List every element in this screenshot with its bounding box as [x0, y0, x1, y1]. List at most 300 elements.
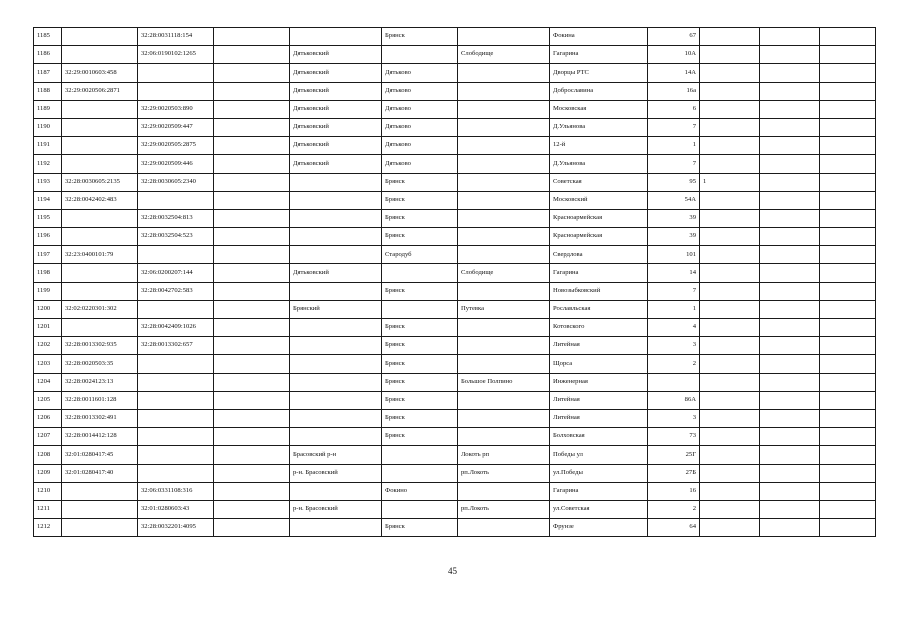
- house-number-cell: 39: [648, 209, 700, 227]
- row-number-cell: 1189: [34, 100, 62, 118]
- blank-cell: [214, 100, 290, 118]
- table-row: [34, 282, 876, 300]
- district-cell: Дятьковский: [290, 82, 382, 100]
- blank-cell: [214, 282, 290, 300]
- city-cell: Брянск: [382, 337, 458, 355]
- blank-cell: [214, 46, 290, 64]
- extra-cell-2: [820, 391, 876, 409]
- building-number-cell: [700, 282, 760, 300]
- extra-cell-2: [820, 482, 876, 500]
- district-cell: Дятьковский: [290, 46, 382, 64]
- district-cell: [290, 373, 382, 391]
- cadastral-number-cell: [62, 482, 138, 500]
- district-cell: Дятьковский: [290, 137, 382, 155]
- extra-cell-2: [820, 500, 876, 518]
- building-cadastral-cell: [138, 82, 214, 100]
- building-cadastral-cell: [138, 300, 214, 318]
- extra-cell-1: [760, 464, 820, 482]
- extra-cell-1: [760, 228, 820, 246]
- table-row: [34, 246, 876, 264]
- row-number-cell: 1196: [34, 228, 62, 246]
- city-cell: Брянск: [382, 391, 458, 409]
- district-cell: [290, 228, 382, 246]
- cadastral-number-cell: 32:02:0220301:302: [62, 300, 138, 318]
- blank-cell: [214, 64, 290, 82]
- row-number-cell: 1206: [34, 409, 62, 427]
- street-cell: ул.Советская: [550, 500, 648, 518]
- settlement-cell: Большое Полпино: [458, 373, 550, 391]
- house-number-cell: 95: [648, 173, 700, 191]
- table-row: [34, 28, 876, 46]
- row-number-cell: 1190: [34, 118, 62, 136]
- building-cadastral-cell: [138, 464, 214, 482]
- row-number-cell: 1201: [34, 319, 62, 337]
- house-number-cell: 39: [648, 228, 700, 246]
- extra-cell-1: [760, 355, 820, 373]
- district-cell: Дятьковский: [290, 264, 382, 282]
- city-cell: Брянск: [382, 209, 458, 227]
- settlement-cell: [458, 228, 550, 246]
- city-cell: [382, 500, 458, 518]
- row-number-cell: 1204: [34, 373, 62, 391]
- street-cell: Литейная: [550, 337, 648, 355]
- city-cell: Брянск: [382, 228, 458, 246]
- street-cell: Д.Ульянова: [550, 155, 648, 173]
- district-cell: [290, 391, 382, 409]
- city-cell: Фокино: [382, 482, 458, 500]
- table-row: [34, 173, 876, 191]
- building-number-cell: [700, 28, 760, 46]
- house-number-cell: 6: [648, 100, 700, 118]
- table-row: [34, 500, 876, 518]
- building-number-cell: [700, 64, 760, 82]
- extra-cell-2: [820, 246, 876, 264]
- cadastral-number-cell: [62, 319, 138, 337]
- building-number-cell: [700, 246, 760, 264]
- street-cell: Инженерная: [550, 373, 648, 391]
- building-cadastral-cell: [138, 391, 214, 409]
- building-number-cell: [700, 355, 760, 373]
- city-cell: Дятьково: [382, 64, 458, 82]
- settlement-cell: [458, 246, 550, 264]
- house-number-cell: 2: [648, 500, 700, 518]
- blank-cell: [214, 319, 290, 337]
- extra-cell-2: [820, 300, 876, 318]
- blank-cell: [214, 209, 290, 227]
- property-register-table: [33, 27, 876, 537]
- cadastral-number-cell: 32:28:0013302:935: [62, 337, 138, 355]
- building-cadastral-cell: 32:28:0042702:583: [138, 282, 214, 300]
- table-row: [34, 100, 876, 118]
- extra-cell-1: [760, 82, 820, 100]
- extra-cell-2: [820, 28, 876, 46]
- table-row: [34, 300, 876, 318]
- blank-cell: [214, 264, 290, 282]
- building-cadastral-cell: 32:01:0280603:43: [138, 500, 214, 518]
- extra-cell-2: [820, 264, 876, 282]
- cadastral-number-cell: 32:28:0042402:483: [62, 191, 138, 209]
- building-cadastral-cell: 32:28:0032201:4095: [138, 519, 214, 537]
- extra-cell-2: [820, 519, 876, 537]
- table-row: [34, 228, 876, 246]
- building-number-cell: [700, 209, 760, 227]
- house-number-cell: [648, 373, 700, 391]
- house-number-cell: 27Б: [648, 464, 700, 482]
- district-cell: Брянский: [290, 300, 382, 318]
- cadastral-number-cell: [62, 118, 138, 136]
- street-cell: Доброславина: [550, 82, 648, 100]
- extra-cell-1: [760, 319, 820, 337]
- building-cadastral-cell: 32:28:0032504:523: [138, 228, 214, 246]
- extra-cell-1: [760, 173, 820, 191]
- house-number-cell: 2: [648, 355, 700, 373]
- row-number-cell: 1202: [34, 337, 62, 355]
- blank-cell: [214, 28, 290, 46]
- blank-cell: [214, 228, 290, 246]
- house-number-cell: 7: [648, 282, 700, 300]
- extra-cell-2: [820, 118, 876, 136]
- cadastral-number-cell: [62, 100, 138, 118]
- street-cell: ул.Победы: [550, 464, 648, 482]
- building-number-cell: [700, 519, 760, 537]
- building-cadastral-cell: [138, 246, 214, 264]
- table-row: [34, 155, 876, 173]
- cadastral-number-cell: [62, 500, 138, 518]
- cadastral-number-cell: 32:01:0280417:45: [62, 446, 138, 464]
- house-number-cell: 1: [648, 300, 700, 318]
- table-row: [34, 409, 876, 427]
- settlement-cell: [458, 137, 550, 155]
- table-row: [34, 482, 876, 500]
- street-cell: Гагарина: [550, 46, 648, 64]
- table-row: [34, 209, 876, 227]
- extra-cell-2: [820, 337, 876, 355]
- building-cadastral-cell: 32:06:0190102:1265: [138, 46, 214, 64]
- settlement-cell: Локоть рп: [458, 446, 550, 464]
- cadastral-number-cell: 32:28:0020503:35: [62, 355, 138, 373]
- settlement-cell: [458, 482, 550, 500]
- settlement-cell: [458, 100, 550, 118]
- building-number-cell: [700, 319, 760, 337]
- settlement-cell: [458, 428, 550, 446]
- district-cell: [290, 428, 382, 446]
- extra-cell-1: [760, 482, 820, 500]
- street-cell: Свердлова: [550, 246, 648, 264]
- district-cell: [290, 482, 382, 500]
- building-number-cell: [700, 337, 760, 355]
- table-row: [34, 428, 876, 446]
- extra-cell-1: [760, 300, 820, 318]
- house-number-cell: 10А: [648, 46, 700, 64]
- building-number-cell: [700, 100, 760, 118]
- cadastral-number-cell: 32:29:0020506:2871: [62, 82, 138, 100]
- street-cell: Новозыбковский: [550, 282, 648, 300]
- building-cadastral-cell: [138, 355, 214, 373]
- blank-cell: [214, 519, 290, 537]
- street-cell: Советская: [550, 173, 648, 191]
- house-number-cell: 3: [648, 409, 700, 427]
- city-cell: Брянск: [382, 519, 458, 537]
- settlement-cell: [458, 209, 550, 227]
- cadastral-number-cell: [62, 137, 138, 155]
- table-row: [34, 519, 876, 537]
- district-cell: [290, 173, 382, 191]
- extra-cell-1: [760, 500, 820, 518]
- cadastral-number-cell: [62, 282, 138, 300]
- house-number-cell: 101: [648, 246, 700, 264]
- table-row: [34, 373, 876, 391]
- street-cell: Фокина: [550, 28, 648, 46]
- extra-cell-2: [820, 409, 876, 427]
- table-row: [34, 355, 876, 373]
- settlement-cell: [458, 82, 550, 100]
- extra-cell-2: [820, 446, 876, 464]
- table-row: [34, 191, 876, 209]
- extra-cell-1: [760, 209, 820, 227]
- street-cell: 12-й: [550, 137, 648, 155]
- blank-cell: [214, 337, 290, 355]
- district-cell: р-н. Брасовский: [290, 500, 382, 518]
- extra-cell-1: [760, 155, 820, 173]
- row-number-cell: 1200: [34, 300, 62, 318]
- building-cadastral-cell: 32:28:0013302:657: [138, 337, 214, 355]
- row-number-cell: 1205: [34, 391, 62, 409]
- row-number-cell: 1198: [34, 264, 62, 282]
- blank-cell: [214, 137, 290, 155]
- district-cell: [290, 209, 382, 227]
- building-number-cell: [700, 446, 760, 464]
- house-number-cell: 4: [648, 319, 700, 337]
- house-number-cell: 16: [648, 482, 700, 500]
- building-cadastral-cell: 32:28:0032504:813: [138, 209, 214, 227]
- blank-cell: [214, 500, 290, 518]
- building-cadastral-cell: [138, 64, 214, 82]
- building-number-cell: [700, 464, 760, 482]
- row-number-cell: 1192: [34, 155, 62, 173]
- cadastral-number-cell: 32:28:0014412:128: [62, 428, 138, 446]
- cadastral-number-cell: [62, 264, 138, 282]
- blank-cell: [214, 446, 290, 464]
- building-cadastral-cell: 32:28:0031118:154: [138, 28, 214, 46]
- cadastral-number-cell: [62, 155, 138, 173]
- house-number-cell: 54А: [648, 191, 700, 209]
- district-cell: [290, 282, 382, 300]
- table-row: [34, 82, 876, 100]
- extra-cell-1: [760, 28, 820, 46]
- house-number-cell: 3: [648, 337, 700, 355]
- building-cadastral-cell: [138, 191, 214, 209]
- building-number-cell: [700, 391, 760, 409]
- street-cell: Литейная: [550, 391, 648, 409]
- building-number-cell: [700, 137, 760, 155]
- table-row: [34, 337, 876, 355]
- cadastral-number-cell: 32:23:0400101:79: [62, 246, 138, 264]
- street-cell: Рославльская: [550, 300, 648, 318]
- row-number-cell: 1203: [34, 355, 62, 373]
- settlement-cell: рп.Локоть: [458, 500, 550, 518]
- building-number-cell: [700, 428, 760, 446]
- settlement-cell: [458, 191, 550, 209]
- extra-cell-2: [820, 228, 876, 246]
- blank-cell: [214, 246, 290, 264]
- extra-cell-2: [820, 355, 876, 373]
- blank-cell: [214, 155, 290, 173]
- city-cell: Стародуб: [382, 246, 458, 264]
- house-number-cell: 25Г: [648, 446, 700, 464]
- building-number-cell: [700, 82, 760, 100]
- extra-cell-2: [820, 282, 876, 300]
- building-cadastral-cell: 32:29:0020505:2875: [138, 137, 214, 155]
- table-row: [34, 46, 876, 64]
- extra-cell-2: [820, 319, 876, 337]
- street-cell: Дворцы РТС: [550, 64, 648, 82]
- extra-cell-2: [820, 46, 876, 64]
- district-cell: [290, 355, 382, 373]
- row-number-cell: 1199: [34, 282, 62, 300]
- building-cadastral-cell: 32:29:0020509:447: [138, 118, 214, 136]
- house-number-cell: 7: [648, 118, 700, 136]
- city-cell: Дятьково: [382, 155, 458, 173]
- city-cell: Брянск: [382, 191, 458, 209]
- street-cell: Гагарина: [550, 264, 648, 282]
- house-number-cell: 7: [648, 155, 700, 173]
- extra-cell-1: [760, 264, 820, 282]
- district-cell: р-н. Брасовский: [290, 464, 382, 482]
- city-cell: Дятьково: [382, 118, 458, 136]
- cadastral-number-cell: 32:28:0013302:491: [62, 409, 138, 427]
- settlement-cell: [458, 155, 550, 173]
- building-cadastral-cell: 32:29:0020503:890: [138, 100, 214, 118]
- district-cell: [290, 28, 382, 46]
- row-number-cell: 1210: [34, 482, 62, 500]
- building-number-cell: [700, 264, 760, 282]
- district-cell: [290, 191, 382, 209]
- blank-cell: [214, 173, 290, 191]
- street-cell: Болховская: [550, 428, 648, 446]
- district-cell: [290, 337, 382, 355]
- row-number-cell: 1185: [34, 28, 62, 46]
- row-number-cell: 1187: [34, 64, 62, 82]
- extra-cell-1: [760, 137, 820, 155]
- city-cell: Брянск: [382, 409, 458, 427]
- building-number-cell: 1: [700, 173, 760, 191]
- extra-cell-1: [760, 337, 820, 355]
- table-row: [34, 464, 876, 482]
- building-number-cell: [700, 300, 760, 318]
- row-number-cell: 1211: [34, 500, 62, 518]
- street-cell: Литейная: [550, 409, 648, 427]
- row-number-cell: 1207: [34, 428, 62, 446]
- extra-cell-2: [820, 82, 876, 100]
- table-row: [34, 137, 876, 155]
- street-cell: Московский: [550, 191, 648, 209]
- blank-cell: [214, 373, 290, 391]
- building-number-cell: [700, 409, 760, 427]
- settlement-cell: Путевка: [458, 300, 550, 318]
- extra-cell-1: [760, 46, 820, 64]
- blank-cell: [214, 428, 290, 446]
- settlement-cell: [458, 337, 550, 355]
- house-number-cell: 1: [648, 137, 700, 155]
- table-row: [34, 264, 876, 282]
- extra-cell-1: [760, 428, 820, 446]
- house-number-cell: 14А: [648, 64, 700, 82]
- blank-cell: [214, 391, 290, 409]
- extra-cell-1: [760, 100, 820, 118]
- blank-cell: [214, 409, 290, 427]
- district-cell: [290, 519, 382, 537]
- building-number-cell: [700, 228, 760, 246]
- settlement-cell: [458, 173, 550, 191]
- building-cadastral-cell: [138, 446, 214, 464]
- settlement-cell: Слободище: [458, 46, 550, 64]
- settlement-cell: [458, 355, 550, 373]
- city-cell: Брянск: [382, 319, 458, 337]
- table-row: [34, 64, 876, 82]
- extra-cell-1: [760, 409, 820, 427]
- extra-cell-1: [760, 64, 820, 82]
- extra-cell-1: [760, 118, 820, 136]
- extra-cell-2: [820, 173, 876, 191]
- city-cell: Дятьково: [382, 137, 458, 155]
- district-cell: [290, 246, 382, 264]
- settlement-cell: [458, 391, 550, 409]
- extra-cell-2: [820, 191, 876, 209]
- street-cell: Щорса: [550, 355, 648, 373]
- blank-cell: [214, 355, 290, 373]
- building-cadastral-cell: 32:29:0020509:446: [138, 155, 214, 173]
- table-row: [34, 446, 876, 464]
- settlement-cell: [458, 319, 550, 337]
- settlement-cell: [458, 118, 550, 136]
- street-cell: Котовского: [550, 319, 648, 337]
- extra-cell-2: [820, 428, 876, 446]
- row-number-cell: 1197: [34, 246, 62, 264]
- settlement-cell: Слободище: [458, 264, 550, 282]
- extra-cell-2: [820, 155, 876, 173]
- settlement-cell: [458, 282, 550, 300]
- district-cell: Дятьковский: [290, 118, 382, 136]
- settlement-cell: рп.Локоть: [458, 464, 550, 482]
- settlement-cell: [458, 28, 550, 46]
- building-cadastral-cell: 32:28:0030605:2340: [138, 173, 214, 191]
- blank-cell: [214, 118, 290, 136]
- city-cell: [382, 446, 458, 464]
- row-number-cell: 1186: [34, 46, 62, 64]
- building-number-cell: [700, 482, 760, 500]
- building-cadastral-cell: [138, 428, 214, 446]
- row-number-cell: 1212: [34, 519, 62, 537]
- extra-cell-2: [820, 373, 876, 391]
- blank-cell: [214, 82, 290, 100]
- city-cell: Брянск: [382, 282, 458, 300]
- house-number-cell: 86А: [648, 391, 700, 409]
- extra-cell-1: [760, 446, 820, 464]
- row-number-cell: 1193: [34, 173, 62, 191]
- building-number-cell: [700, 373, 760, 391]
- extra-cell-1: [760, 391, 820, 409]
- cadastral-number-cell: 32:01:0280417:40: [62, 464, 138, 482]
- cadastral-number-cell: 32:28:0011601:128: [62, 391, 138, 409]
- extra-cell-1: [760, 282, 820, 300]
- district-cell: Дятьковский: [290, 100, 382, 118]
- building-number-cell: [700, 118, 760, 136]
- row-number-cell: 1191: [34, 137, 62, 155]
- street-cell: Победы ул: [550, 446, 648, 464]
- city-cell: Дятьково: [382, 100, 458, 118]
- page-number: 45: [448, 566, 457, 576]
- district-cell: Дятьковский: [290, 64, 382, 82]
